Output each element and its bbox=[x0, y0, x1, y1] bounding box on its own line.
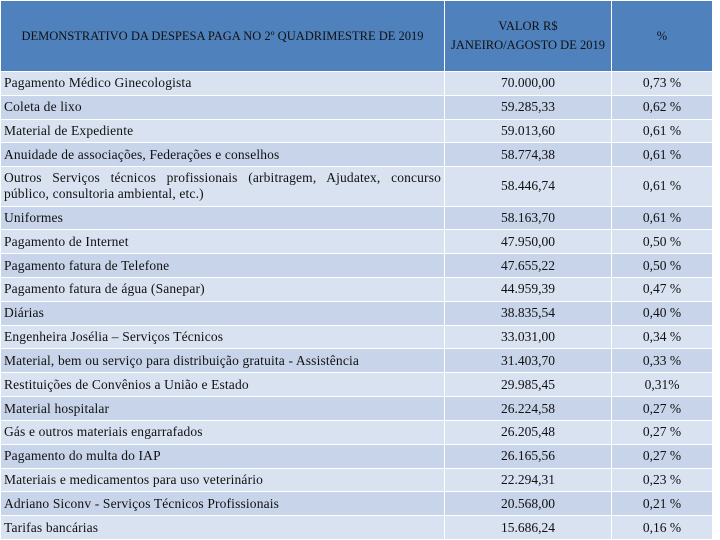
row-percent: 0,50 % bbox=[612, 230, 713, 254]
row-value: 31.403,70 bbox=[445, 349, 612, 373]
row-value: 58.774,38 bbox=[445, 143, 612, 167]
row-description: Coleta de lixo bbox=[1, 95, 445, 119]
row-percent: 0,50 % bbox=[612, 254, 713, 278]
header-description: DEMONSTRATIVO DA DESPESA PAGA NO 2º QUADRIMESTRE DE 2019 bbox=[1, 1, 445, 72]
row-percent: 0,27 % bbox=[612, 444, 713, 468]
row-value: 26.205,48 bbox=[445, 420, 612, 444]
row-value: 38.835,54 bbox=[445, 301, 612, 325]
table-header-row bbox=[1, 1, 713, 72]
row-description: Pagamento Médico Ginecologista bbox=[1, 72, 445, 96]
row-value: 70.000,00 bbox=[445, 72, 612, 96]
row-value: 26.224,58 bbox=[445, 397, 612, 421]
row-value: 15.686,24 bbox=[445, 516, 612, 540]
header-percent: % bbox=[612, 1, 713, 72]
table-row bbox=[1, 119, 713, 143]
row-value: 59.013,60 bbox=[445, 119, 612, 143]
row-value: 47.950,00 bbox=[445, 230, 612, 254]
table-row bbox=[1, 167, 713, 206]
table-row bbox=[1, 95, 713, 119]
row-value: 44.959,39 bbox=[445, 278, 612, 302]
row-percent: 0,61 % bbox=[612, 206, 713, 230]
row-description: Uniformes bbox=[1, 206, 445, 230]
table-row bbox=[1, 373, 713, 397]
table-row bbox=[1, 516, 713, 540]
row-value: 47.655,22 bbox=[445, 254, 612, 278]
table-row bbox=[1, 397, 713, 421]
row-percent: 0,27 % bbox=[612, 397, 713, 421]
row-description: Engenheira Josélia – Serviços Técnicos bbox=[1, 325, 445, 349]
row-percent: 0,61 % bbox=[612, 143, 713, 167]
table-row bbox=[1, 444, 713, 468]
row-value: 20.568,00 bbox=[445, 492, 612, 516]
table-row bbox=[1, 468, 713, 492]
row-value: 29.985,45 bbox=[445, 373, 612, 397]
table-row bbox=[1, 206, 713, 230]
row-description: Material hospitalar bbox=[1, 397, 445, 421]
table-row bbox=[1, 278, 713, 302]
row-value: 59.285,33 bbox=[445, 95, 612, 119]
row-percent: 0,62 % bbox=[612, 95, 713, 119]
row-value: 58.446,74 bbox=[445, 167, 612, 206]
row-description: Diárias bbox=[1, 301, 445, 325]
header-value: VALOR R$ JANEIRO/AGOSTO DE 2019 bbox=[445, 1, 612, 72]
row-description: Outros Serviços técnicos profissionais (arbitragem, Ajudatex, concurso público, consultoria ambiental, etc.) bbox=[1, 167, 445, 206]
row-description: Adriano Siconv - Serviços Técnicos Profissionais bbox=[1, 492, 445, 516]
row-percent: 0,34 % bbox=[612, 325, 713, 349]
table-row bbox=[1, 230, 713, 254]
table-row bbox=[1, 72, 713, 96]
row-percent: 0,16 % bbox=[612, 516, 713, 540]
row-description: Materiais e medicamentos para uso veterinário bbox=[1, 468, 445, 492]
row-percent: 0,47 % bbox=[612, 278, 713, 302]
row-description: Restituições de Convênios a União e Estado bbox=[1, 373, 445, 397]
row-description: Gás e outros materiais engarrafados bbox=[1, 420, 445, 444]
row-percent: 0,73 % bbox=[612, 72, 713, 96]
table-row bbox=[1, 492, 713, 516]
row-description: Pagamento do multa do IAP bbox=[1, 444, 445, 468]
row-percent: 0,21 % bbox=[612, 492, 713, 516]
table-body bbox=[1, 72, 713, 540]
row-value: 22.294,31 bbox=[445, 468, 612, 492]
page-edge bbox=[712, 0, 720, 540]
row-percent: 0,61 % bbox=[612, 167, 713, 206]
table-row bbox=[1, 254, 713, 278]
row-description: Pagamento fatura de água (Sanepar) bbox=[1, 278, 445, 302]
row-percent: 0,33 % bbox=[612, 349, 713, 373]
row-description: Pagamento de Internet bbox=[1, 230, 445, 254]
table-row bbox=[1, 143, 713, 167]
row-description: Material, bem ou serviço para distribuição gratuita - Assistência bbox=[1, 349, 445, 373]
row-percent: 0,61 % bbox=[612, 119, 713, 143]
table-row bbox=[1, 301, 713, 325]
row-description: Anuidade de associações, Federações e conselhos bbox=[1, 143, 445, 167]
table-row bbox=[1, 420, 713, 444]
row-percent: 0,31% bbox=[612, 373, 713, 397]
row-value: 33.031,00 bbox=[445, 325, 612, 349]
row-percent: 0,23 % bbox=[612, 468, 713, 492]
row-description: Material de Expediente bbox=[1, 119, 445, 143]
row-value: 26.165,56 bbox=[445, 444, 612, 468]
row-description: Pagamento fatura de Telefone bbox=[1, 254, 445, 278]
row-value: 58.163,70 bbox=[445, 206, 612, 230]
row-description: Tarifas bancárias bbox=[1, 516, 445, 540]
table-row bbox=[1, 325, 713, 349]
row-percent: 0,40 % bbox=[612, 301, 713, 325]
table-row bbox=[1, 349, 713, 373]
row-percent: 0,27 % bbox=[612, 420, 713, 444]
